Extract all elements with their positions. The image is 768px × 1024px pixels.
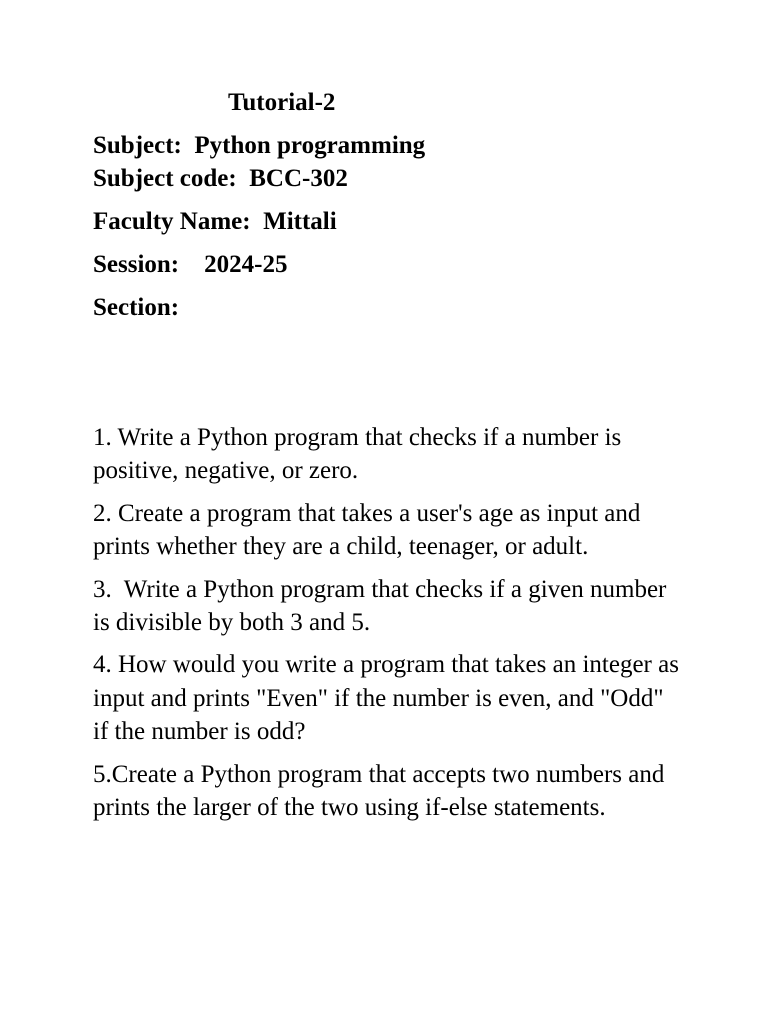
question-item-2: 2. Create a program that takes a user's age as input and prints whether they are a child, teenager, or adult.: [93, 499, 647, 561]
question-item-1: 1. Write a Python program that checks if a number is positive, negative, or zero.: [93, 424, 628, 485]
document-page: [93, 86, 686, 833]
question-item-4: 4. How would you write a program that takes an integer as input and prints "Even" if the number is even, and "Odd" if the number is odd?: [93, 651, 686, 746]
faculty-line: Faculty Name: Mittali: [93, 208, 337, 235]
subject-line: Subject: Python programming: [93, 132, 426, 159]
question-item-3: 3. Write a Python program that checks if a given number is divisible by both 3 and 5.: [93, 575, 673, 637]
document-title: Tutorial-2: [228, 89, 336, 116]
subject-code-line: Subject code: BCC-302: [93, 165, 348, 192]
session-line: Session: 2024-25: [93, 251, 288, 278]
question-list: [93, 421, 686, 824]
question-item-5: 5.Create a Python program that accepts two numbers and prints the larger of the two using if-else statements.: [93, 760, 671, 822]
section-line: Section:: [93, 294, 180, 321]
